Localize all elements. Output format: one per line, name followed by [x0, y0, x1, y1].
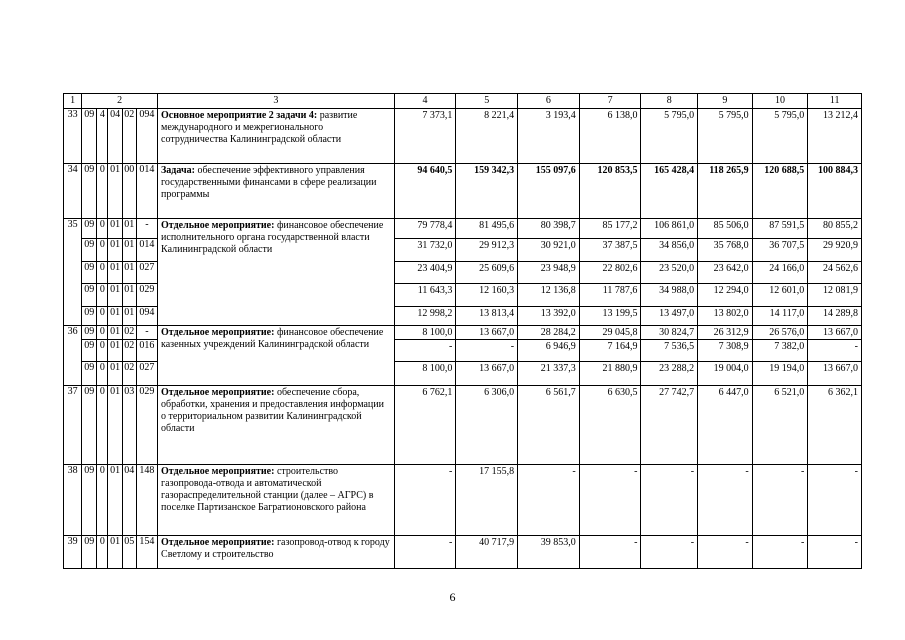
row-title: Отдельное мероприятие: — [161, 220, 275, 231]
budget-code-cell: 03 — [122, 386, 136, 465]
value-cell: 85 506,0 — [698, 219, 753, 239]
value-cell: 13 212,4 — [808, 109, 862, 164]
value-cell: 13 199,5 — [579, 307, 641, 326]
value-cell: 25 609,6 — [456, 262, 518, 284]
table-row — [64, 164, 862, 219]
budget-code-cell: 014 — [136, 239, 157, 262]
value-cell: 30 921,0 — [518, 239, 580, 262]
value-cell: 6 138,0 — [579, 109, 641, 164]
budget-code-cell: 4 — [97, 109, 108, 164]
budget-code-cell: 0 — [97, 284, 108, 307]
value-cell: 17 155,8 — [456, 465, 518, 536]
budget-code-cell: 09 — [82, 465, 97, 536]
value-cell: 6 946,9 — [518, 340, 580, 362]
row-description — [158, 465, 395, 536]
budget-code-cell: 02 — [122, 340, 136, 362]
budget-code-cell: 09 — [82, 109, 97, 164]
budget-code-cell: 148 — [136, 465, 157, 536]
budget-code-cell: 0 — [97, 307, 108, 326]
value-cell: 6 362,1 — [808, 386, 862, 465]
row-number: 38 — [64, 465, 82, 536]
budget-code-cell: 0 — [97, 239, 108, 262]
value-cell: 21 880,9 — [579, 362, 641, 386]
budget-code-cell: 01 — [108, 465, 122, 536]
budget-code-cell: 01 — [122, 284, 136, 307]
value-cell: 79 778,4 — [394, 219, 456, 239]
row-number: 39 — [64, 536, 82, 569]
value-cell: 8 100,0 — [394, 362, 456, 386]
budget-code-cell: 09 — [82, 326, 97, 340]
budget-code-cell: 01 — [108, 164, 122, 219]
value-cell: 19 194,0 — [752, 362, 808, 386]
budget-code-cell: 04 — [122, 465, 136, 536]
value-cell: 8 100,0 — [394, 326, 456, 340]
value-cell: 120 853,5 — [579, 164, 641, 219]
value-cell: - — [394, 536, 456, 569]
budget-code-cell: 01 — [122, 219, 136, 239]
value-cell: 159 342,3 — [456, 164, 518, 219]
value-cell: - — [808, 340, 862, 362]
value-cell: 12 160,3 — [456, 284, 518, 307]
value-cell: 23 288,2 — [641, 362, 698, 386]
value-cell: 6 306,0 — [456, 386, 518, 465]
value-cell: 23 642,0 — [698, 262, 753, 284]
row-title: Отдельное мероприятие: — [161, 537, 275, 548]
column-header: 2 — [82, 94, 158, 109]
value-cell: 11 787,6 — [579, 284, 641, 307]
table-row — [64, 326, 862, 340]
value-cell: 12 601,0 — [752, 284, 808, 307]
header-row — [64, 94, 862, 109]
budget-code-cell: 014 — [136, 164, 157, 219]
value-cell: 6 561,7 — [518, 386, 580, 465]
value-cell: 34 988,0 — [641, 284, 698, 307]
budget-code-cell: 02 — [122, 326, 136, 340]
value-cell: - — [698, 465, 753, 536]
row-description — [158, 164, 395, 219]
row-title: Основное мероприятие 2 задачи 4: — [161, 110, 318, 121]
column-header: 11 — [808, 94, 862, 109]
budget-code-cell: 0 — [97, 164, 108, 219]
value-cell: 27 742,7 — [641, 386, 698, 465]
row-number: 34 — [64, 164, 82, 219]
budget-code-cell: 09 — [82, 219, 97, 239]
budget-code-cell: 09 — [82, 386, 97, 465]
value-cell: 8 221,4 — [456, 109, 518, 164]
value-cell: 12 136,8 — [518, 284, 580, 307]
value-cell: - — [579, 536, 641, 569]
value-cell: 13 667,0 — [456, 326, 518, 340]
budget-code-cell: 02 — [122, 362, 136, 386]
row-description — [158, 386, 395, 465]
value-cell: 14 117,0 — [752, 307, 808, 326]
budget-code-cell: 0 — [97, 219, 108, 239]
budget-code-cell: 09 — [82, 239, 97, 262]
column-header: 10 — [752, 94, 808, 109]
budget-code-cell: 0 — [97, 362, 108, 386]
value-cell: 100 884,3 — [808, 164, 862, 219]
budget-code-cell: 09 — [82, 536, 97, 569]
value-cell: 6 521,0 — [752, 386, 808, 465]
value-cell: 39 853,0 — [518, 536, 580, 569]
value-cell: - — [808, 465, 862, 536]
column-header: 8 — [641, 94, 698, 109]
row-text: газопровод-отвод к городу Светлому и строительство — [161, 537, 390, 560]
value-cell: 7 308,9 — [698, 340, 753, 362]
budget-code-cell: 01 — [108, 219, 122, 239]
column-header: 5 — [456, 94, 518, 109]
row-number: 35 — [64, 219, 82, 326]
row-text: финансовое обеспечение казенных учреждений Калининградской области — [161, 327, 384, 350]
budget-code-cell: 029 — [136, 386, 157, 465]
value-cell: 165 428,4 — [641, 164, 698, 219]
row-number: 37 — [64, 386, 82, 465]
budget-code-cell: 01 — [122, 307, 136, 326]
budget-code-cell: 0 — [97, 465, 108, 536]
value-cell: - — [394, 465, 456, 536]
value-cell: 118 265,9 — [698, 164, 753, 219]
budget-code-cell: 0 — [97, 536, 108, 569]
value-cell: 12 998,2 — [394, 307, 456, 326]
value-cell: 12 081,9 — [808, 284, 862, 307]
row-text: обеспечение эффективного управления государственными финансами в сфере реализации программы — [161, 165, 377, 200]
value-cell: 80 398,7 — [518, 219, 580, 239]
column-header: 7 — [579, 94, 641, 109]
value-cell: 12 294,0 — [698, 284, 753, 307]
row-text: финансовое обеспечение исполнительного органа государственной власти Калининградской области — [161, 220, 384, 255]
budget-code-cell: 09 — [82, 262, 97, 284]
value-cell: 13 667,0 — [808, 326, 862, 340]
value-cell: 6 630,5 — [579, 386, 641, 465]
budget-code-cell: 0 — [97, 386, 108, 465]
budget-code-cell: 0 — [97, 340, 108, 362]
value-cell: 3 193,4 — [518, 109, 580, 164]
column-header: 3 — [158, 94, 395, 109]
budget-code-cell: 09 — [82, 362, 97, 386]
value-cell: 23 948,9 — [518, 262, 580, 284]
value-cell: 13 497,0 — [641, 307, 698, 326]
value-cell: 120 688,5 — [752, 164, 808, 219]
table-row — [64, 109, 862, 164]
value-cell: 5 795,0 — [752, 109, 808, 164]
column-header: 4 — [394, 94, 456, 109]
budget-code-cell: 094 — [136, 307, 157, 326]
value-cell: 13 667,0 — [456, 362, 518, 386]
budget-code-cell: 016 — [136, 340, 157, 362]
value-cell: 29 045,8 — [579, 326, 641, 340]
value-cell: 7 382,0 — [752, 340, 808, 362]
budget-code-cell: 00 — [122, 164, 136, 219]
value-cell: 7 536,5 — [641, 340, 698, 362]
value-cell: 23 404,9 — [394, 262, 456, 284]
budget-code-cell: - — [136, 219, 157, 239]
value-cell: 5 795,0 — [641, 109, 698, 164]
value-cell: 13 667,0 — [808, 362, 862, 386]
value-cell: 35 768,0 — [698, 239, 753, 262]
budget-code-cell: 01 — [108, 386, 122, 465]
table-row — [64, 465, 862, 536]
value-cell: 80 855,2 — [808, 219, 862, 239]
value-cell: 24 562,6 — [808, 262, 862, 284]
value-cell: 29 912,3 — [456, 239, 518, 262]
budget-code-cell: - — [136, 326, 157, 340]
budget-code-cell: 154 — [136, 536, 157, 569]
table-body — [64, 94, 862, 569]
budget-code-cell: 01 — [108, 326, 122, 340]
value-cell: 14 289,8 — [808, 307, 862, 326]
value-cell: - — [641, 536, 698, 569]
budget-code-cell: 01 — [108, 239, 122, 262]
value-cell: 155 097,6 — [518, 164, 580, 219]
value-cell: - — [394, 340, 456, 362]
value-cell: 106 861,0 — [641, 219, 698, 239]
value-cell: 30 824,7 — [641, 326, 698, 340]
value-cell: 26 312,9 — [698, 326, 753, 340]
value-cell: - — [752, 465, 808, 536]
value-cell: 29 920,9 — [808, 239, 862, 262]
value-cell: 28 284,2 — [518, 326, 580, 340]
column-header: 9 — [698, 94, 753, 109]
value-cell: 21 337,3 — [518, 362, 580, 386]
value-cell: 26 576,0 — [752, 326, 808, 340]
row-description — [158, 326, 395, 386]
value-cell: 11 643,3 — [394, 284, 456, 307]
value-cell: 40 717,9 — [456, 536, 518, 569]
page-number: 6 — [449, 590, 456, 604]
row-description — [158, 219, 395, 326]
row-text: развитие международного и межрегионального сотрудничества Калининградской области — [161, 110, 358, 145]
value-cell: 7 164,9 — [579, 340, 641, 362]
row-number: 33 — [64, 109, 82, 164]
budget-code-cell: 05 — [122, 536, 136, 569]
value-cell: 6 762,1 — [394, 386, 456, 465]
row-title: Задача: — [161, 165, 195, 176]
value-cell: - — [752, 536, 808, 569]
budget-code-cell: 0 — [97, 262, 108, 284]
column-header: 1 — [64, 94, 82, 109]
table-row — [64, 219, 862, 239]
budget-code-cell: 01 — [122, 239, 136, 262]
budget-code-cell: 01 — [108, 340, 122, 362]
budget-code-cell: 09 — [82, 284, 97, 307]
budget-code-cell: 09 — [82, 340, 97, 362]
budget-code-cell: 027 — [136, 262, 157, 284]
row-number: 36 — [64, 326, 82, 386]
value-cell: 22 802,6 — [579, 262, 641, 284]
row-text: строительство газопровода-отвода и автоматической газораспределительной станции (далее – АГРС) в поселке Партизанское Багратионовского района — [161, 466, 374, 513]
value-cell: 6 447,0 — [698, 386, 753, 465]
budget-code-cell: 094 — [136, 109, 157, 164]
value-cell: 23 520,0 — [641, 262, 698, 284]
value-cell: - — [518, 465, 580, 536]
row-title: Отдельное мероприятие: — [161, 387, 275, 398]
row-description — [158, 536, 395, 569]
value-cell: 13 802,0 — [698, 307, 753, 326]
value-cell: 36 707,5 — [752, 239, 808, 262]
budget-code-cell: 029 — [136, 284, 157, 307]
value-cell: - — [456, 340, 518, 362]
value-cell: - — [579, 465, 641, 536]
budget-code-cell: 04 — [108, 109, 122, 164]
value-cell: - — [698, 536, 753, 569]
row-description — [158, 109, 395, 164]
table-row — [64, 386, 862, 465]
budget-code-cell: 09 — [82, 164, 97, 219]
value-cell: 19 004,0 — [698, 362, 753, 386]
budget-code-cell: 09 — [82, 307, 97, 326]
budget-code-cell: 0 — [97, 326, 108, 340]
value-cell: 34 856,0 — [641, 239, 698, 262]
budget-code-cell: 01 — [122, 262, 136, 284]
value-cell: 13 813,4 — [456, 307, 518, 326]
table-row — [64, 536, 862, 569]
value-cell: 7 373,1 — [394, 109, 456, 164]
value-cell: 81 495,6 — [456, 219, 518, 239]
budget-code-cell: 01 — [108, 284, 122, 307]
value-cell: 37 387,5 — [579, 239, 641, 262]
row-title: Отдельное мероприятие: — [161, 466, 275, 477]
column-header: 6 — [518, 94, 580, 109]
row-text: обеспечение сбора, обработки, хранения и предоставления информации о территориальном развитии Калининградской области — [161, 387, 384, 434]
value-cell: 24 166,0 — [752, 262, 808, 284]
value-cell: 5 795,0 — [698, 109, 753, 164]
budget-code-cell: 01 — [108, 262, 122, 284]
value-cell: 87 591,5 — [752, 219, 808, 239]
budget-code-cell: 01 — [108, 307, 122, 326]
value-cell: 13 392,0 — [518, 307, 580, 326]
value-cell: 31 732,0 — [394, 239, 456, 262]
row-title: Отдельное мероприятие: — [161, 327, 275, 338]
value-cell: 94 640,5 — [394, 164, 456, 219]
budget-code-cell: 027 — [136, 362, 157, 386]
value-cell: - — [808, 536, 862, 569]
value-cell: - — [641, 465, 698, 536]
budget-code-cell: 01 — [108, 362, 122, 386]
budget-table — [63, 93, 862, 569]
budget-code-cell: 02 — [122, 109, 136, 164]
budget-code-cell: 01 — [108, 536, 122, 569]
value-cell: 85 177,2 — [579, 219, 641, 239]
